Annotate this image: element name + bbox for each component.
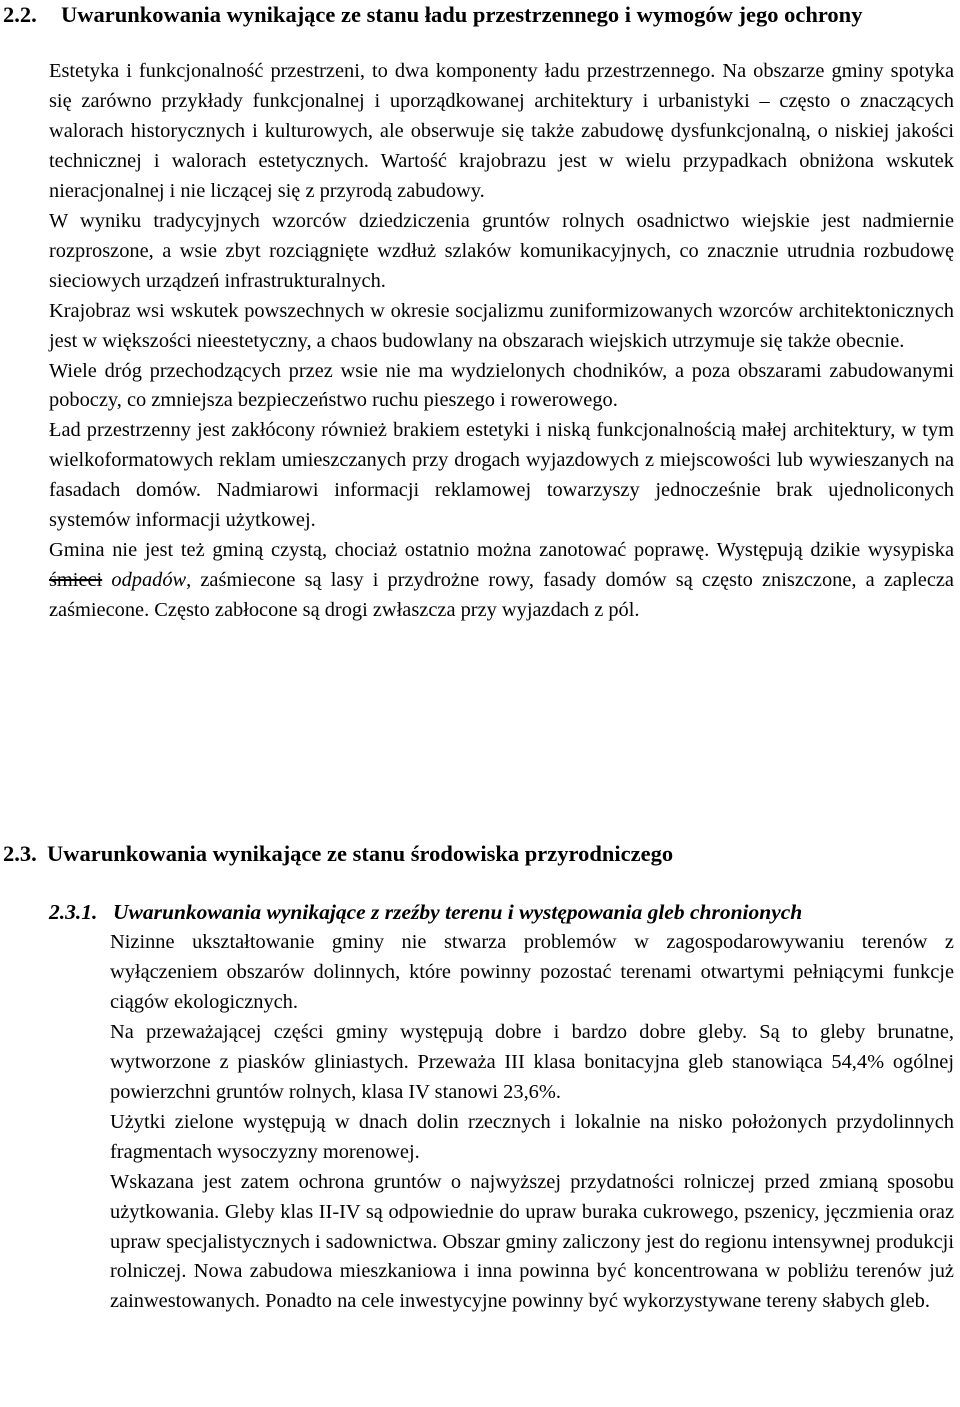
paragraph: W wyniku tradycyjnych wzorców dziedziczenia gruntów rolnych osadnictwo wiejskie jest nadmiernie rozproszone, a wsie zbyt rozciągnięte wzdłuż szlaków komunikacyjnych, co znacznie utrudnia rozbudowę sieciowych urządzeń infrastrukturalnych. [49, 209, 954, 292]
subsection-title: Uwarunkowania wynikające z rzeźby terenu i występowania gleb chronionych [113, 900, 803, 924]
paragraph: Wiele dróg przechodzących przez wsie nie ma wydzielonych chodników, a poza obszarami zabudowanymi poboczy, co zmniejsza bezpieczeństwo ruchu pieszego i rowerowego. [49, 359, 954, 412]
section-heading-2-2 [3, 0, 953, 60]
paragraph: Na przeważającej części gminy występują dobre i bardzo dobre gleby. Są to gleby brunatne, wytworzone z piasków gliniastych. Przeważa III klasa bonitacyjna gleb stanowiąca 54,4% ogólnej powierzchni gruntów rolnych, klasa IV stanowi 23,6%. [110, 1020, 954, 1103]
subsection-heading-2-3-1 [49, 898, 802, 926]
paragraph: Użytki zielone występują w dnach dolin rzecznych i lokalnie na nisko położonych przydolinnych fragmentach wysoczyzny morenowej. [110, 1110, 954, 1163]
section-heading-2-3 [3, 840, 673, 868]
struck-out-word: śmieci [49, 569, 103, 592]
inserted-word: odpadów [111, 569, 187, 592]
paragraph: Estetyka i funkcjonalność przestrzeni, to dwa komponenty ładu przestrzennego. Na obszarze gminy spotyka się zarówno przykłady funkcjonalnej i uporządkowanej architektury i urbanistyki – często o znaczących walorach historycznych i kulturowych, ale obserwuje się także zabudowę dysfunkcjonalną, o niskiej jakości technicznej i walorach estetycznych. Wartość krajobrazu jest w wielu przypadkach obniżona wskutek nieracjonalnej i nie liczącej się z przyrodą zabudowy. [49, 60, 954, 202]
paragraph: Wskazana jest zatem ochrona gruntów o najwyższej przydatności rolniczej przed zmianą sposobu użytkowania. Gleby klas II-IV są odpowiednie do upraw buraka cukrowego, pszenicy, jęczmienia oraz upraw specjalistycznych i sadownictwa. Obszar gminy zaliczony jest do regionu intensywnej produkcji rolniczej. Nowa zabudowa mieszkaniowa i inna powinna być koncentrowana w pobliżu terenów już zainwestowanych. Ponadto na cele inwestycyjne powinny być wykorzystywane tereny słabych gleb. [110, 1170, 954, 1313]
subsection-number: 2.3.1. [49, 900, 98, 924]
paragraph: Krajobraz wsi wskutek powszechnych w okresie socjalizmu zuniformizowanych wzorców architektonicznych jest w większości nieestetyczny, a chaos budowlany na obszarach wiejskich utrzymuje się także obecnie. [49, 299, 954, 352]
paragraph: Ład przestrzenny jest zakłócony również brakiem estetyki i niską funkcjonalnością małej architektury, w tym wielkoformatowych reklam umieszczanych przy drogach wyjazdowych z miejscowości lub wywieszanych na fasadach domów. Nadmiarowi informacji reklamowej towarzyszy jednocześnie brak ujednoliconych systemów informacji użytkowej. [49, 419, 954, 532]
text-fragment: Gmina nie jest też gminą czystą, chociaż ostatnio można zanotować poprawę. Występują dzikie wysypiska [49, 539, 954, 562]
section-body-2-3-1 [110, 928, 954, 1317]
section-title: Uwarunkowania wynikające ze stanu środowiska przyrodniczego [47, 841, 674, 866]
section-number: 2.3. [3, 841, 37, 866]
paragraph: Nizinne ukształtowanie gminy nie stwarza problemów w zagospodarowywaniu terenów z wyłączeniem obszarów dolinnych, które powinny pozostać terenami otwartymi pełniącymi funkcje ciągów ekologicznych. [110, 931, 954, 1013]
section-number: 2.2. [3, 2, 37, 27]
paragraph-with-correction [49, 536, 954, 626]
section-body-2-2 [49, 57, 954, 626]
text-fragment: , zaśmiecone są lasy i przydrożne rowy, fasady domów są często zniszczone, a zaplecza zaśmiecone. Często zabłocone są drogi zwłaszcza przy wyjazdach z pól. [49, 569, 954, 622]
section-title: Uwarunkowania wynikające ze stanu ładu przestrzennego i wymogów jego ochrony [61, 2, 863, 27]
